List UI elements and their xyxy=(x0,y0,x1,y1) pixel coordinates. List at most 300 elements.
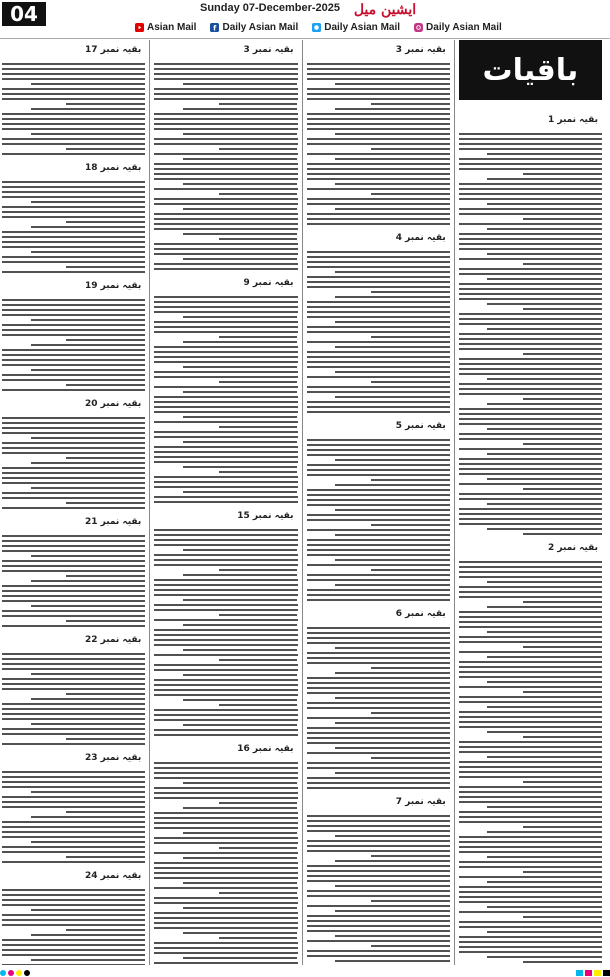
text-line xyxy=(183,208,298,210)
text-line xyxy=(307,890,450,892)
svg-text:f: f xyxy=(213,23,217,32)
text-line xyxy=(371,103,450,105)
text-line xyxy=(459,138,602,140)
text-line xyxy=(335,158,450,160)
text-line xyxy=(154,817,297,819)
text-line xyxy=(459,741,602,743)
text-line xyxy=(487,278,602,280)
text-line xyxy=(2,118,145,120)
text-line xyxy=(183,258,298,260)
text-line xyxy=(307,820,450,822)
text-line xyxy=(459,438,602,440)
text-line xyxy=(307,93,450,95)
text-line xyxy=(183,832,298,834)
text-line xyxy=(459,566,602,568)
text-line xyxy=(2,442,145,444)
text-line xyxy=(459,513,602,515)
text-line xyxy=(459,766,602,768)
text-line xyxy=(459,418,602,420)
text-line xyxy=(2,899,145,901)
text-line xyxy=(154,268,297,270)
text-line xyxy=(459,468,602,470)
text-line xyxy=(2,472,145,474)
text-line xyxy=(307,78,450,80)
text-line xyxy=(2,241,145,243)
text-line xyxy=(154,371,297,373)
text-line xyxy=(459,413,602,415)
text-line xyxy=(154,198,297,200)
text-line xyxy=(371,336,450,338)
text-line xyxy=(2,653,145,655)
text-line xyxy=(459,791,602,793)
text-line xyxy=(371,148,450,150)
text-line xyxy=(66,221,145,223)
text-line xyxy=(459,348,602,350)
text-line xyxy=(459,771,602,773)
text-line xyxy=(154,331,297,333)
text-line xyxy=(31,605,146,607)
masthead-logo: ایشین میل xyxy=(353,2,417,18)
text-line xyxy=(307,554,450,556)
text-line xyxy=(459,238,602,240)
text-line xyxy=(459,651,602,653)
text-line xyxy=(459,423,602,425)
text-line xyxy=(459,498,602,500)
text-line xyxy=(307,825,450,827)
text-line xyxy=(154,544,297,546)
text-line xyxy=(154,837,297,839)
text-line xyxy=(154,446,297,448)
text-line xyxy=(2,796,145,798)
continuation-label: بقیہ نمبر 22 xyxy=(84,635,142,645)
text-line xyxy=(31,319,146,321)
text-line xyxy=(459,666,602,668)
text-line xyxy=(487,503,602,505)
text-line xyxy=(459,851,602,853)
text-line xyxy=(307,529,450,531)
text-line xyxy=(487,731,602,733)
social-instagram[interactable] xyxy=(414,22,502,33)
text-line xyxy=(459,586,602,588)
column-divider xyxy=(302,40,303,965)
text-line xyxy=(459,701,602,703)
social-twitter[interactable] xyxy=(312,22,400,33)
continuation-heading xyxy=(307,40,450,60)
text-line xyxy=(307,449,450,451)
text-line xyxy=(31,959,146,961)
text-line xyxy=(2,889,145,891)
text-line xyxy=(335,885,450,887)
social-facebook[interactable] xyxy=(210,22,298,33)
text-line xyxy=(183,932,298,934)
text-line xyxy=(154,709,297,711)
text-line xyxy=(183,907,298,909)
continuation-heading xyxy=(307,228,450,248)
text-line xyxy=(2,216,145,218)
text-line xyxy=(459,293,602,295)
text-line xyxy=(2,590,145,592)
text-line xyxy=(487,806,602,808)
text-line xyxy=(2,658,145,660)
text-line xyxy=(2,196,145,198)
text-line xyxy=(154,138,297,140)
text-line xyxy=(219,659,298,661)
text-line xyxy=(459,493,602,495)
text-line xyxy=(487,856,602,858)
text-line xyxy=(2,954,145,956)
continuation-heading xyxy=(2,394,145,414)
text-line xyxy=(154,396,297,398)
text-line xyxy=(154,729,297,731)
text-line xyxy=(31,816,146,818)
text-line xyxy=(2,718,145,720)
text-line xyxy=(335,484,450,486)
text-line xyxy=(66,929,145,931)
text-line xyxy=(154,867,297,869)
text-line xyxy=(219,937,298,939)
text-line xyxy=(523,533,602,535)
text-line xyxy=(335,321,450,323)
text-line xyxy=(307,574,450,576)
text-line xyxy=(459,268,602,270)
text-line xyxy=(307,637,450,639)
text-line xyxy=(2,309,145,311)
text-line xyxy=(459,523,602,525)
text-line xyxy=(154,501,297,503)
text-line xyxy=(307,752,450,754)
text-line xyxy=(183,158,298,160)
continuation-heading xyxy=(2,512,145,532)
continuation-label: بقیہ نمبر 16 xyxy=(237,744,294,754)
text-line xyxy=(154,554,297,556)
text-line xyxy=(459,393,602,395)
text-line xyxy=(154,912,297,914)
text-line xyxy=(307,469,450,471)
social-youtube[interactable] xyxy=(135,22,196,33)
text-line xyxy=(371,945,450,947)
text-line xyxy=(459,518,602,520)
text-line xyxy=(2,138,145,140)
text-line xyxy=(307,732,450,734)
text-line xyxy=(307,787,450,789)
text-line xyxy=(154,594,297,596)
text-line xyxy=(154,376,297,378)
text-line xyxy=(154,143,297,145)
continuation-label: بقیہ نمبر 21 xyxy=(84,517,142,527)
text-line xyxy=(307,687,450,689)
text-line xyxy=(487,656,602,658)
text-line xyxy=(183,957,298,959)
twitter-icon xyxy=(312,23,321,32)
text-line xyxy=(459,433,602,435)
text-line xyxy=(31,83,146,85)
text-line xyxy=(2,678,145,680)
text-line xyxy=(307,657,450,659)
text-line xyxy=(219,802,298,804)
continuation-heading xyxy=(307,792,450,812)
text-line xyxy=(307,454,450,456)
text-line xyxy=(154,942,297,944)
text-line xyxy=(154,644,297,646)
text-line xyxy=(459,183,602,185)
text-line xyxy=(459,208,602,210)
text-line xyxy=(154,564,297,566)
text-line xyxy=(154,684,297,686)
continuation-heading xyxy=(154,506,297,526)
text-line xyxy=(307,331,450,333)
text-line xyxy=(66,384,145,386)
text-line xyxy=(487,403,602,405)
text-line xyxy=(459,591,602,593)
text-line xyxy=(307,499,450,501)
text-line xyxy=(487,906,602,908)
column-4 xyxy=(459,40,602,965)
text-line xyxy=(459,716,602,718)
text-line xyxy=(154,461,297,463)
text-line xyxy=(307,256,450,258)
text-line xyxy=(307,118,450,120)
text-line xyxy=(154,862,297,864)
text-line xyxy=(2,904,145,906)
text-line xyxy=(487,956,602,958)
text-line xyxy=(31,487,146,489)
text-line xyxy=(66,620,145,622)
text-line xyxy=(307,717,450,719)
text-line xyxy=(335,910,450,912)
text-line xyxy=(307,627,450,629)
article-body xyxy=(307,251,450,413)
text-line xyxy=(459,721,602,723)
text-line xyxy=(154,113,297,115)
text-line xyxy=(2,806,145,808)
text-line xyxy=(307,386,450,388)
text-line xyxy=(66,502,145,504)
text-line xyxy=(2,153,145,155)
text-line xyxy=(459,921,602,923)
text-line xyxy=(2,663,145,665)
continuation-label: بقیہ نمبر 7 xyxy=(395,797,446,807)
text-line xyxy=(154,411,297,413)
text-line xyxy=(154,797,297,799)
text-line xyxy=(154,777,297,779)
text-line xyxy=(459,213,602,215)
text-line xyxy=(154,714,297,716)
continuation-label: بقیہ نمبر 3 xyxy=(395,45,446,55)
text-line xyxy=(2,482,145,484)
text-line xyxy=(66,266,145,268)
continuation-heading xyxy=(2,40,145,60)
text-line xyxy=(307,361,450,363)
article-body xyxy=(2,535,145,627)
text-line xyxy=(154,178,297,180)
article-body xyxy=(459,561,602,963)
text-line xyxy=(307,286,450,288)
youtube-icon xyxy=(135,23,144,32)
text-line xyxy=(307,266,450,268)
text-line xyxy=(459,936,602,938)
text-line xyxy=(154,922,297,924)
text-line xyxy=(459,746,602,748)
continuation-label: بقیہ نمبر 15 xyxy=(237,511,294,521)
continuation-label: بقیہ نمبر 24 xyxy=(84,871,142,881)
text-line xyxy=(2,186,145,188)
text-line xyxy=(335,835,450,837)
text-line xyxy=(371,479,450,481)
text-line xyxy=(307,652,450,654)
text-line xyxy=(487,328,602,330)
text-line xyxy=(459,866,602,868)
page-number: 04 xyxy=(2,2,46,26)
text-line xyxy=(459,676,602,678)
text-line xyxy=(2,63,145,65)
text-line xyxy=(154,481,297,483)
text-line xyxy=(154,163,297,165)
text-line xyxy=(219,704,298,706)
text-line xyxy=(459,576,602,578)
text-line xyxy=(154,962,297,964)
text-line xyxy=(154,822,297,824)
text-line xyxy=(307,311,450,313)
text-line xyxy=(335,672,450,674)
text-line xyxy=(487,631,602,633)
text-line xyxy=(459,273,602,275)
text-line xyxy=(2,329,145,331)
text-line xyxy=(219,892,298,894)
text-line xyxy=(523,263,602,265)
text-line xyxy=(2,781,145,783)
text-line xyxy=(2,944,145,946)
text-line xyxy=(2,123,145,125)
text-line xyxy=(31,673,146,675)
text-line xyxy=(459,926,602,928)
text-line xyxy=(459,383,602,385)
text-line xyxy=(335,108,450,110)
text-line xyxy=(487,756,602,758)
text-line xyxy=(31,201,146,203)
text-line xyxy=(154,559,297,561)
text-line xyxy=(307,850,450,852)
text-line xyxy=(2,78,145,80)
text-line xyxy=(2,374,145,376)
text-line xyxy=(523,443,602,445)
text-line xyxy=(154,902,297,904)
text-line xyxy=(2,447,145,449)
text-line xyxy=(307,632,450,634)
continuation-label: بقیہ نمبر 6 xyxy=(395,609,446,619)
text-line xyxy=(2,550,145,552)
text-line xyxy=(183,391,298,393)
text-line xyxy=(154,584,297,586)
text-line xyxy=(459,233,602,235)
text-line xyxy=(2,743,145,745)
text-line xyxy=(307,376,450,378)
color-dot xyxy=(8,970,14,976)
text-line xyxy=(31,437,146,439)
social-label: Asian Mail xyxy=(147,22,197,33)
text-line xyxy=(307,707,450,709)
text-line xyxy=(459,283,602,285)
text-line xyxy=(154,88,297,90)
text-line xyxy=(307,123,450,125)
text-line xyxy=(307,579,450,581)
text-line xyxy=(307,519,450,521)
text-line xyxy=(487,153,602,155)
text-line xyxy=(307,98,450,100)
text-line xyxy=(371,757,450,759)
text-line xyxy=(154,719,297,721)
text-line xyxy=(219,426,298,428)
text-line xyxy=(183,574,298,576)
text-line xyxy=(307,514,450,516)
text-line xyxy=(459,473,602,475)
text-line xyxy=(307,549,450,551)
text-line xyxy=(371,381,450,383)
text-line xyxy=(154,629,297,631)
text-line xyxy=(2,683,145,685)
text-line xyxy=(371,900,450,902)
text-line xyxy=(487,378,602,380)
article-body xyxy=(154,296,297,503)
text-line xyxy=(459,343,602,345)
text-line xyxy=(307,544,450,546)
text-line xyxy=(154,952,297,954)
continuation-heading xyxy=(307,604,450,624)
text-line xyxy=(2,256,145,258)
text-line xyxy=(307,128,450,130)
text-line xyxy=(154,326,297,328)
text-line xyxy=(335,271,450,273)
text-line xyxy=(154,421,297,423)
text-line xyxy=(523,488,602,490)
text-line xyxy=(307,762,450,764)
column-divider xyxy=(454,40,455,965)
text-line xyxy=(219,238,298,240)
continuation-label: بقیہ نمبر 23 xyxy=(84,753,142,763)
text-line xyxy=(154,173,297,175)
text-line xyxy=(154,63,297,65)
text-line xyxy=(2,728,145,730)
continuation-label: بقیہ نمبر 19 xyxy=(84,281,142,291)
text-line xyxy=(2,236,145,238)
text-line xyxy=(335,697,450,699)
text-line xyxy=(459,896,602,898)
text-line xyxy=(307,326,450,328)
text-line xyxy=(154,812,297,814)
text-line xyxy=(154,539,297,541)
text-line xyxy=(523,826,602,828)
text-line xyxy=(459,876,602,878)
text-line xyxy=(154,654,297,656)
text-line xyxy=(523,871,602,873)
text-line xyxy=(2,231,145,233)
text-line xyxy=(307,599,450,601)
text-line xyxy=(307,464,450,466)
text-line xyxy=(183,549,298,551)
date-line: Sunday 07-December-2025 xyxy=(200,2,341,14)
text-line xyxy=(183,108,298,110)
text-line xyxy=(154,203,297,205)
text-line xyxy=(154,609,297,611)
text-line xyxy=(487,931,602,933)
text-line xyxy=(459,193,602,195)
text-line xyxy=(487,606,602,608)
text-line xyxy=(307,178,450,180)
text-line xyxy=(183,366,298,368)
continuation-heading xyxy=(2,276,145,296)
text-line xyxy=(523,781,602,783)
section-title: باقیات xyxy=(459,40,602,100)
text-line xyxy=(307,905,450,907)
